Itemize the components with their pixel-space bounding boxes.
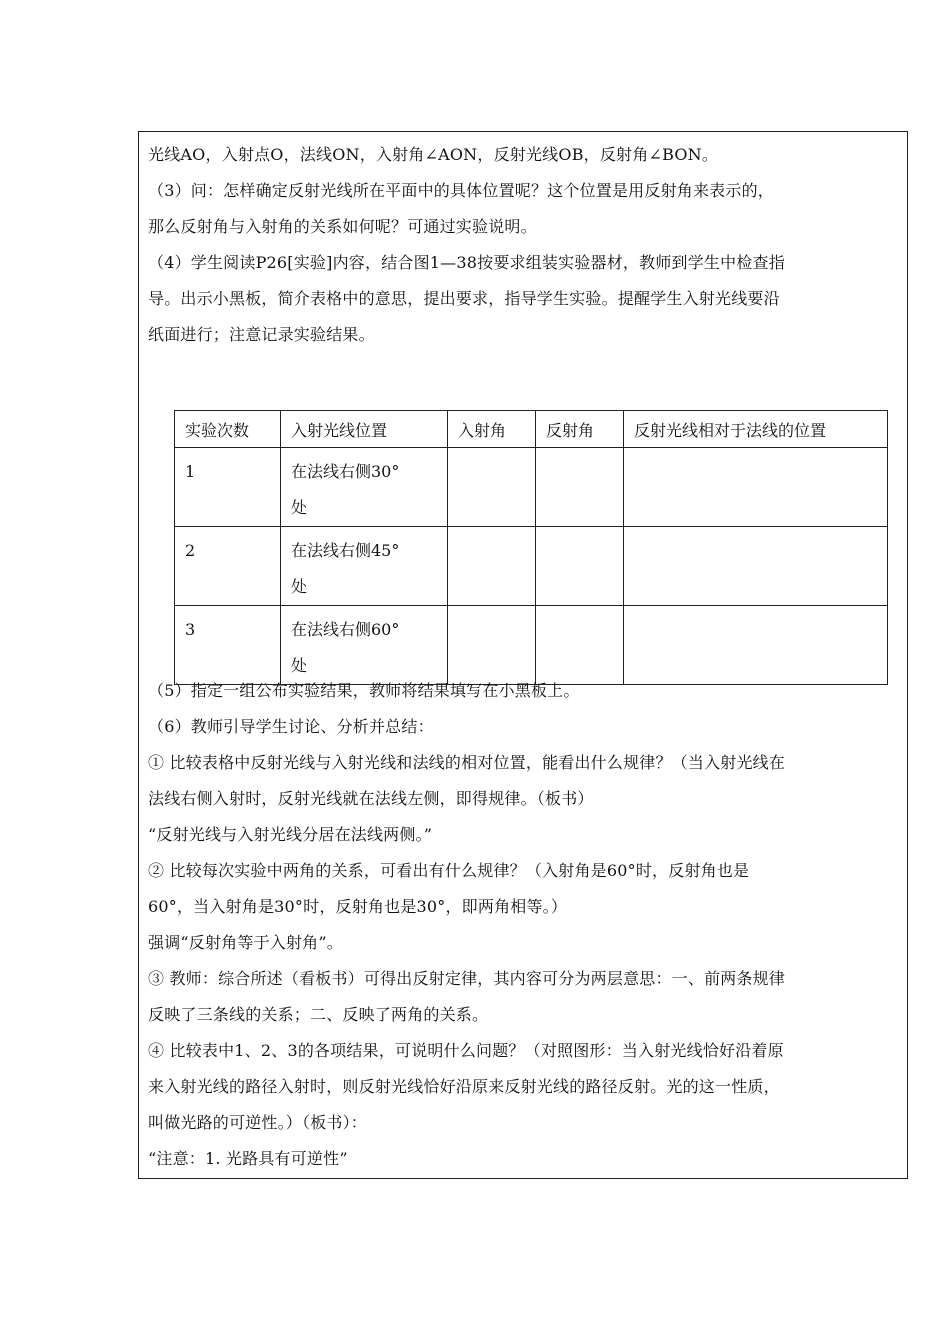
cell-text: 处 (291, 577, 308, 596)
paragraph-line: 反映了三条线的关系；二、反映了两角的关系。 (148, 1005, 489, 1024)
paragraph-line: ④ 比较表中1、2、3的各项结果，可说明什么问题？（对照图形：当入射光线恰好沿着原 (148, 1041, 784, 1060)
cell-incident-position (281, 527, 448, 606)
cell-incident-angle (448, 448, 536, 527)
cell-trial-number: 2 (175, 527, 281, 606)
cell-text: 在法线右侧30° (291, 462, 400, 481)
cell-reflection-angle (536, 606, 624, 685)
paragraph-line: 来入射光线的路径入射时，则反射光线恰好沿原来反射光线的路径反射。光的这一性质， (148, 1077, 780, 1096)
paragraph-line: 60°，当入射角是30°时，反射角也是30°，即两角相等。） (148, 897, 568, 916)
table-row (175, 606, 888, 685)
cell-reflection-angle (536, 527, 624, 606)
paragraph-line: （3）问：怎样确定反射光线所在平面中的具体位置呢？这个位置是用反射角来表示的， (148, 181, 774, 200)
table-row (175, 448, 888, 527)
cell-text: 在法线右侧60° (291, 620, 400, 639)
header-reflected-position: 反射光线相对于法线的位置 (624, 411, 888, 448)
paragraph-line: 那么反射角与入射角的关系如何呢？可通过实验说明。 (148, 217, 537, 236)
paragraph-line: （5）指定一组公布实验结果，教师将结果填写在小黑板上。 (148, 681, 580, 700)
paragraph-line: 强调“反射角等于入射角”。 (148, 933, 343, 952)
paragraph-line: “反射光线与入射光线分居在法线两侧。” (148, 825, 433, 844)
header-trial-number: 实验次数 (175, 411, 281, 448)
paragraph-line: 纸面进行；注意记录实验结果。 (148, 325, 375, 344)
header-incident-position: 入射光线位置 (281, 411, 448, 448)
header-reflection-angle: 反射角 (536, 411, 624, 448)
paragraph-line: （6）教师引导学生讨论、分析并总结： (148, 717, 434, 736)
paragraph-line: 导。出示小黑板，简介表格中的意思，提出要求，指导学生实验。提醒学生入射光线要沿 (148, 289, 780, 308)
cell-reflected-position (624, 527, 888, 606)
cell-trial-number: 3 (175, 606, 281, 685)
paragraph-line: 光线AO，入射点O，法线ON，入射角∠AON，反射光线OB，反射角∠BON。 (148, 145, 719, 164)
cell-reflected-position (624, 606, 888, 685)
header-incident-angle: 入射角 (448, 411, 536, 448)
cell-text: 处 (291, 498, 308, 517)
paragraph-line: 叫做光路的可逆性。）（板书）： (148, 1113, 368, 1132)
paragraph-line: ① 比较表格中反射光线与入射光线和法线的相对位置，能看出什么规律？（当入射光线在 (148, 753, 786, 772)
cell-incident-position (281, 606, 448, 685)
cell-incident-angle (448, 606, 536, 685)
cell-incident-angle (448, 527, 536, 606)
cell-trial-number: 1 (175, 448, 281, 527)
cell-text: 处 (291, 656, 308, 675)
table-row (175, 527, 888, 606)
cell-reflected-position (624, 448, 888, 527)
paragraph-line: “注意：1. 光路具有可逆性” (148, 1149, 348, 1168)
experiment-table (174, 410, 888, 685)
cell-reflection-angle (536, 448, 624, 527)
paragraph-line: （4）学生阅读P26[实验]内容，结合图1—38按要求组装实验器材，教师到学生中检查指 (148, 253, 785, 272)
table-header-row (175, 411, 888, 448)
paragraph-line: 法线右侧入射时，反射光线就在法线左侧，即得规律。（板书） (148, 789, 594, 808)
paragraph-line: ③ 教师：综合所述（看板书）可得出反射定律，其内容可分为两层意思：一、前两条规律 (148, 969, 786, 988)
cell-incident-position (281, 448, 448, 527)
cell-text: 在法线右侧45° (291, 541, 400, 560)
paragraph-line: ② 比较每次实验中两角的关系，可看出有什么规律？（入射角是60°时，反射角也是 (148, 861, 750, 880)
